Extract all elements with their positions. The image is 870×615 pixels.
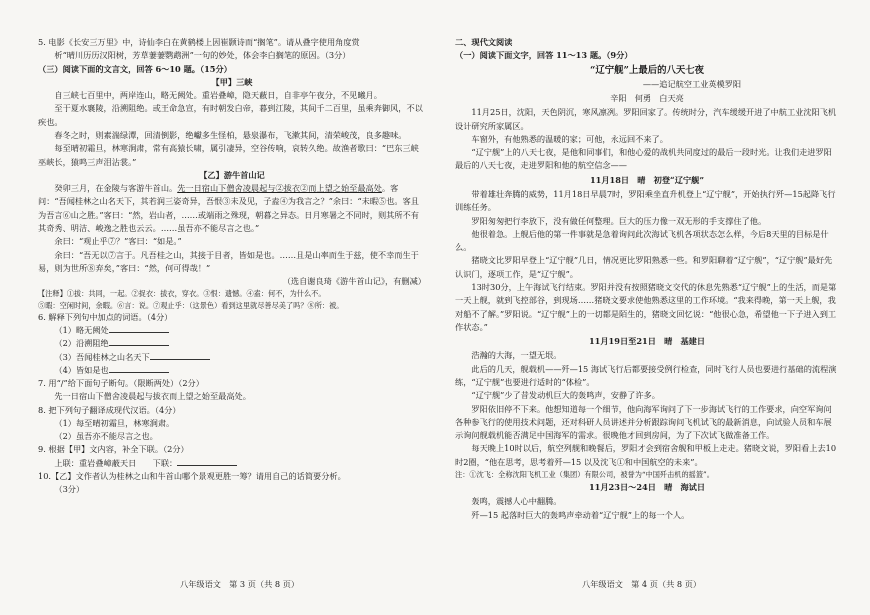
- section-2-1-heading: （一）阅读下面文字，回答 11～13 题。（9分）: [455, 50, 633, 61]
- passage-jia-para2: 至于夏水襄陵，沿溯阻绝。或王命急宣，有时朝发白帝，暮到江陵，其间千二百里，虽乘奔御风，不以疾也。: [38, 103, 423, 127]
- question-6-item4: （4）皆如是也: [38, 364, 426, 377]
- article-subtitle: ——追记航空工业英模罗阳: [642, 78, 742, 89]
- article-para2: 车窗外，有他熟悉的温暖的家；可他，永远回不来了。: [471, 133, 668, 144]
- article-para15: 歼—15 起落时巨大的轰鸣声牵动着“辽宁舰”上的每一个人。: [471, 509, 690, 520]
- underlined-sentence: 先一日宿山下僧舍凌晨起与②拔衣②而上望之始至最高处: [177, 183, 382, 194]
- passage-jia-para4: 每至晴初霜旦，林寒涧肃，常有高猿长啸，属引凄异，空谷传响，哀转久绝。故渔者歌曰：“巴东三峡巫峡长，猿鸣三声泪沾裳。”: [38, 143, 419, 167]
- article-para6: 他很着急。上舰后他的第一件事就是急着询问此次海试飞机各项状态怎么样，今后8天里的目标是什么。: [455, 228, 829, 253]
- article-para14: 轰鸣，震撼人心中翻腾。: [471, 496, 562, 507]
- passage-jia-title: 【甲】三峡: [211, 76, 253, 87]
- page-footer-left: 八年级语文 第 3 页（共 8 页）: [180, 579, 300, 589]
- section-2-heading: 二、现代文阅读: [455, 37, 513, 47]
- question-9: 9. 根据【甲】文内容，补全下联。（2分）: [38, 444, 189, 455]
- question-5-line1: 5. 电影《长安三万里》中，诗仙李白在黄鹤楼上因崔颢诗而“搁笔”。请从叠字使用角度赏: [38, 37, 360, 47]
- question-8-item1: （1）每至晴初霜旦，林寒涧肃。: [54, 417, 175, 428]
- passage-yi-para1: 癸卯三月，在金陵与客游牛首山。先一日宿山下僧舍凌晨起与②拔衣②而上望之始至最高处。客问：“吾闻桂林之山名天下，其若润三姿奇异，吾恨③未及见，子盍④为我言之？”余曰：“未暇⑤也。客且为吾言⑥山之胜。”客曰：“然，岩山者，……或端雨之殊现，朝暮之异态。日月寒暑之不同时，则其所不有其奇秀、明洁、峻逸之胜也云云。……虽吾亦不能尽言之也。”: [38, 183, 419, 233]
- article-title: “辽宁舰”上最后的八天七夜: [590, 64, 704, 76]
- passage-jia-para1: 自三峡七百里中，两岸连山，略无阙处。重岩叠嶂，隐天蔽日，自非亭午夜分，不见曦月。: [54, 90, 382, 101]
- answer-blank[interactable]: [177, 457, 237, 466]
- right-column: [455, 36, 839, 522]
- question-5-line2: 析“晴川历历汉阳树，芳草萋萋鹦鹉洲”一句的妙处，体会李白搁笔的原因。（3分）: [54, 50, 351, 61]
- article-para7: 猪晓文比罗阳早登上“辽宁舰”几日，情况更比罗阳熟悉一些。和罗阳聊着“辽宁舰”，“辽宁舰”最好先认识门，逐项工作，是“辽宁舰”。: [455, 255, 833, 279]
- article-note: 注：①沈飞：全称沈阳飞机工业（集团）有限公司，被誉为“中国歼击机的摇篮”。: [455, 469, 714, 479]
- article-para9: 浩瀚的大海，一望无垠。: [471, 350, 562, 361]
- article-para12: 罗阳依旧停不下来。他想知道每一个细节，他向海军询问了下一步海试飞行的工作要求，向空军询问各种参飞行的使用技术问题，还对科研人员讲述并分析跟踪询问飞机试飞的最新消息，向试验人员和车展示询问舰载机能否满足中国海军的需求。很晚他才回到房间，为了下次试飞做准备工作。: [455, 403, 832, 441]
- article-para10: 此后的几天，舰载机——歼—15 海试飞行后都要接受例行检查，同时飞行人员也要进行基础的流程演练，“辽宁舰”也要进行适时的“体检”。: [455, 363, 837, 387]
- passage-yi-para2: 余曰：“观止乎⑦？”客曰：“如是。”: [54, 236, 182, 247]
- diary-heading-2: 11月19日至21日 晴 基建日: [588, 336, 706, 347]
- answer-blank[interactable]: [109, 337, 169, 346]
- page-footer-right: 八年级语文 第 4 页（共 8 页）: [582, 579, 702, 589]
- passage-yi-title: 【乙】游牛首山记: [199, 169, 265, 180]
- diary-heading-3: 11月23日～24日 晴 海试日: [588, 482, 706, 493]
- annotation-line1: 【注释】①拔：共同，一起。②捉衣：拔衣，穿衣。③恨：遗憾。④盍：何不，为什么不。: [38, 289, 326, 299]
- passage-yi-source: （选自谢良琦《游牛首山记》，有删减）: [282, 276, 426, 287]
- article-para11: “辽宁舰”少了昔发动机巨大的轰鸣声，安静了许多。: [471, 390, 660, 401]
- article-authors: 辛阳 何勇 白天亮: [610, 93, 684, 104]
- left-column: [38, 36, 426, 497]
- answer-blank[interactable]: [109, 324, 169, 333]
- question-9-couplet: 上联：重岩叠嶂蔽天日 下联：: [38, 457, 426, 470]
- annotation-line2: ⑤暇：空闲时间，余暇。⑥言：说。⑦观止乎：（这景色）看到这里就尽善尽美了吗？⑧所：被。: [38, 300, 344, 310]
- question-10-points: （3分）: [54, 484, 85, 495]
- section-3-heading: （三）阅读下面的文言文，回答 6～10 题。（15分）: [38, 63, 232, 74]
- question-6-item2: （2）沿溯阻绝: [38, 337, 426, 350]
- question-8: 8. 把下列句子翻译成现代汉语。（4分）: [38, 404, 181, 415]
- answer-blank[interactable]: [109, 364, 169, 373]
- article-para5: 罗阳匆匆把行李放下，没有做任何整理。巨大的压力像一双无形的手支撑住了他。: [471, 215, 767, 226]
- article-para3: “辽宁舰”上的八天七夜，是他和同事们，和他心爱的战机共同度过的最后一段时光。让我们走进罗阳最后的八天七夜，走进罗阳和他的航空信念——: [455, 147, 832, 171]
- question-6-item3: （3）吾闻桂林之山名天下: [38, 351, 426, 364]
- answer-blank[interactable]: [150, 351, 210, 360]
- article-para4: 带着雄壮奔腾的威势，11月18日早晨7时，罗阳乘坐直升机登上“辽宁舰”，开始执行歼—15起降飞行训练任务。: [455, 189, 836, 213]
- article-para1: 11月25日，沈阳，天色阴沉，寒风凛冽。罗阳回家了。传统时分，汽车缓缓开进了中航工业沈阳飞机设计研究所家属区。: [455, 107, 837, 131]
- article-para8: 13时30分，上午海试飞行结束。罗阳并没有按照猪晓文交代的休息先熟悉“辽宁舰”上的生活，而是第一天上舰，就到飞控部谷，到现场……猪晓文要求使他熟悉这里的工作环境。“我来得晚，第一天上舰，我对船不了解。”罗阳说。“辽宁舰”上的一切都是陌生的，猪晓文回忆说：“他很心急，希望他一下子进入到工作状态。”: [455, 282, 837, 332]
- question-6: 6. 解释下列句中加点的词语。（4分）: [38, 311, 173, 322]
- passage-jia-para3: 春冬之时，则素湍绿潭，回清倒影，绝巘多生怪柏，悬泉瀑布，飞漱其间，清荣峻茂，良多趣味。: [54, 129, 407, 140]
- article-para13: 每天晚上10时以后，航空列舰和晚餐后，罗阳才会到宿舍舰和甲板上走走。猪晓文说，罗阳看上去10时2圈，“他在思考，思考着歼—15 以及沈飞①和中国航空的未来”。: [455, 443, 837, 467]
- question-8-item2: （2）虽吾亦不能尽言之也。: [54, 431, 158, 442]
- diary-heading-1: 11月18日 晴 初登“辽宁舰”: [589, 174, 705, 185]
- passage-yi-para3: 余曰：“吾无以⑦言于。凡吾桂之山，其接于目者，皆如是也。……且是山率而生于兹，使不幸而生于易，则为世所⑧弃矣，”客曰：“然，何可得哉！”: [38, 249, 419, 273]
- question-7: 7. 用“/”给下面句子断句。（限断两处）（2分）: [38, 378, 204, 389]
- question-7-sentence: 先一日宿山下僧舍凌晨起与拔衣而上望之始至最高处。: [54, 391, 251, 402]
- question-10: 10.【乙】文作者认为桂林之山和牛首山哪个景观更胜一筹？请用自己的话简要分析。: [38, 471, 346, 482]
- question-6-item1: （1）略无阙处: [38, 324, 426, 337]
